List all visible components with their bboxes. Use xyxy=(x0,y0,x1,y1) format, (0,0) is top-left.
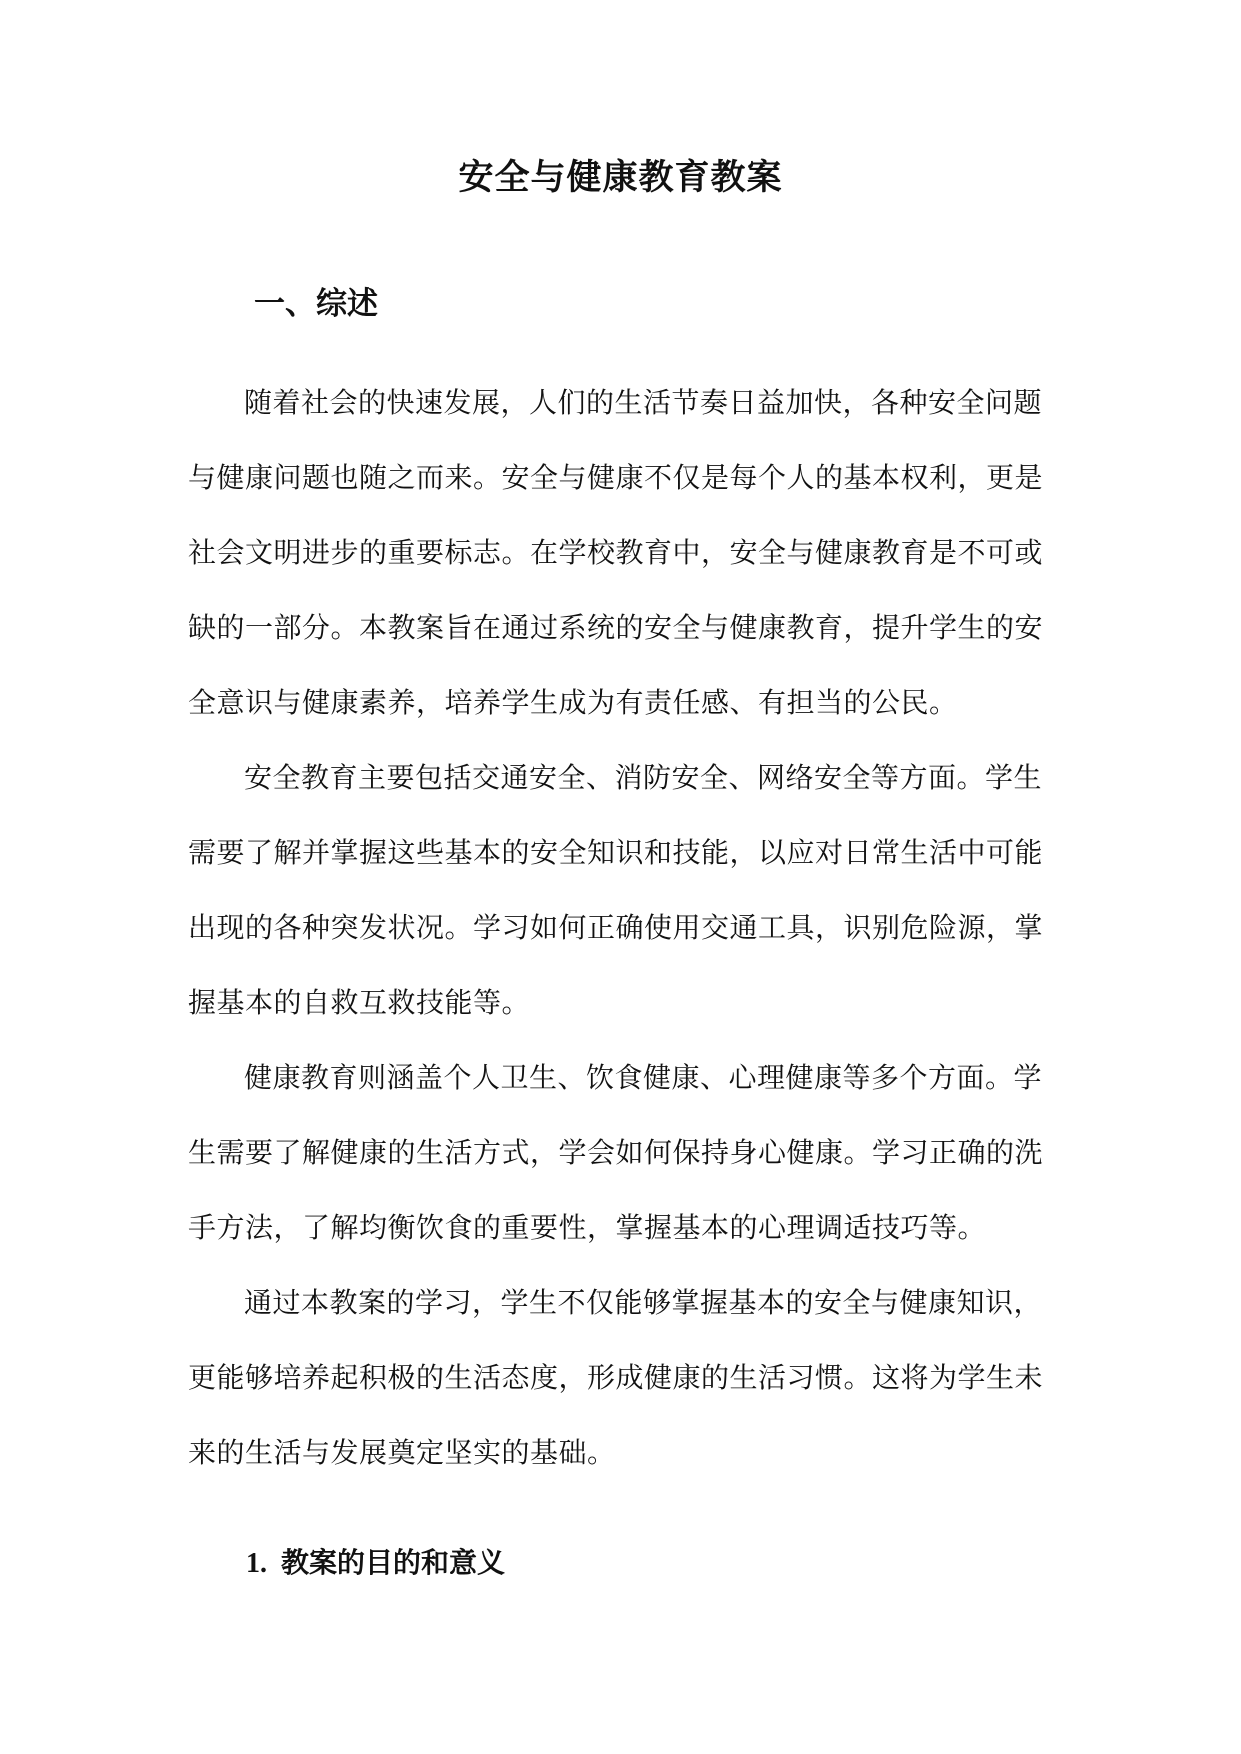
paragraph-line: 健康教育则涵盖个人卫生、饮食健康、心理健康等多个方面。学 xyxy=(244,1061,1043,1094)
section-body xyxy=(188,365,1052,1490)
paragraph-line: 社会文明进步的重要标志。在学校教育中，安全与健康教育是不可或 xyxy=(188,536,1044,569)
paragraph-1 xyxy=(188,365,1052,740)
paragraph-line: 出现的各种突发状况。学习如何正确使用交通工具，识别危险源，掌 xyxy=(188,911,1044,944)
paragraph-line: 握基本的自救互救技能等。 xyxy=(188,986,531,1019)
paragraph-line: 全意识与健康素养，培养学生成为有责任感、有担当的公民。 xyxy=(188,686,958,719)
paragraph-line: 随着社会的快速发展，人们的生活节奏日益加快，各种安全问题 xyxy=(244,386,1043,419)
subsection-number: 1. xyxy=(246,1548,267,1579)
paragraph-line: 手方法，了解均衡饮食的重要性，掌握基本的心理调适技巧等。 xyxy=(188,1211,987,1244)
paragraph-line: 与健康问题也随之而来。安全与健康不仅是每个人的基本权利，更是 xyxy=(188,461,1044,494)
paragraph-line: 生需要了解健康的生活方式，学会如何保持身心健康。学习正确的洗 xyxy=(188,1136,1044,1169)
paragraph-line: 缺的一部分。本教案旨在通过系统的安全与健康教育，提升学生的安 xyxy=(188,611,1044,644)
subsection-title: 教案的目的和意义 xyxy=(281,1546,506,1579)
paragraph-3 xyxy=(188,1040,1052,1265)
subsection-heading xyxy=(246,1535,505,1592)
section-heading: 一、综述 xyxy=(254,286,378,322)
paragraph-line: 来的生活与发展奠定坚实的基础。 xyxy=(188,1436,616,1469)
paragraph-line: 更能够培养起积极的生活态度，形成健康的生活习惯。这将为学生未 xyxy=(188,1361,1044,1394)
document-title: 安全与健康教育教案 xyxy=(458,157,783,198)
paragraph-2 xyxy=(188,740,1052,1040)
paragraph-line: 通过本教案的学习，学生不仅能够掌握基本的安全与健康知识， xyxy=(244,1286,1043,1319)
paragraph-line: 需要了解并掌握这些基本的安全知识和技能，以应对日常生活中可能 xyxy=(188,836,1044,869)
paragraph-line: 安全教育主要包括交通安全、消防安全、网络安全等方面。学生 xyxy=(244,761,1043,794)
paragraph-4 xyxy=(188,1265,1052,1490)
